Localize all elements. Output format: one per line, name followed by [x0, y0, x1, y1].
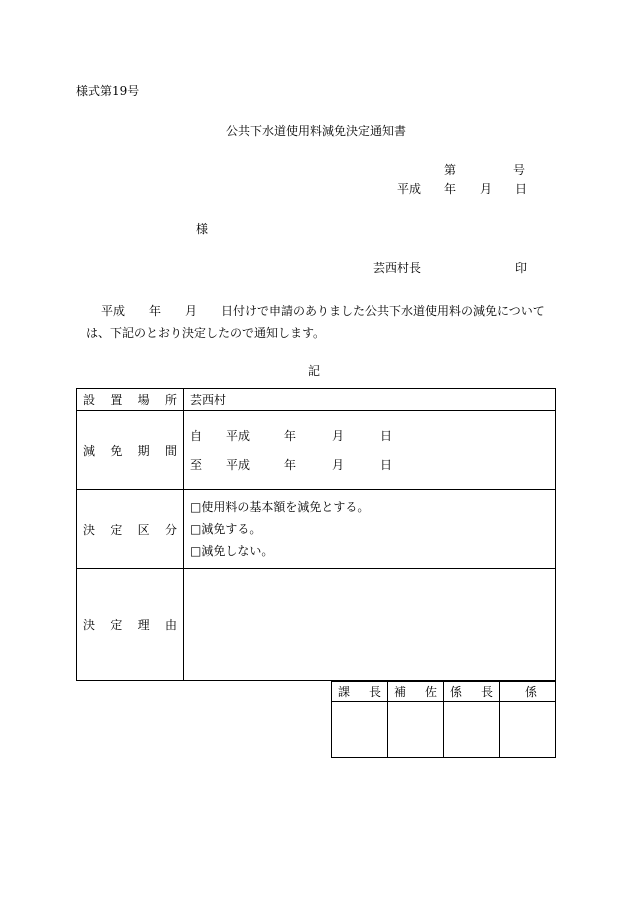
approval-table [331, 681, 556, 758]
reason-value[interactable] [184, 569, 556, 681]
period-from-year: 年 [284, 429, 297, 443]
label-char: 決 [83, 618, 96, 632]
period-to-day: 日 [380, 458, 393, 472]
period-to-era: 平成 [226, 458, 251, 472]
period-from-day: 日 [380, 429, 393, 443]
label-char: 置 [110, 393, 123, 407]
approval-char: 係 [524, 685, 537, 699]
period-label [77, 411, 184, 490]
label-char: 由 [164, 618, 177, 632]
label-char: 定 [110, 522, 123, 537]
label-char: 間 [164, 443, 177, 458]
date-day: 日 [515, 182, 528, 196]
recipient-suffix: 様 [196, 222, 209, 236]
approval-header-unit-chief [444, 682, 500, 702]
issuer-name: 芸西村長 [373, 261, 422, 275]
period-to-prefix: 至 [190, 458, 203, 472]
approval-char: 長 [368, 685, 381, 699]
period-from-month: 月 [332, 429, 345, 443]
period-from-prefix: 自 [190, 429, 203, 443]
period-from [184, 421, 555, 450]
seal-box-assistant[interactable] [388, 702, 444, 758]
doc-number-prefix: 第 [444, 163, 457, 177]
label-char: 区 [137, 522, 150, 537]
approval-header-row [332, 682, 556, 702]
decision-table [76, 388, 556, 681]
label-char: 所 [164, 393, 177, 407]
date-month: 月 [480, 182, 493, 196]
label-char: 期 [137, 443, 150, 458]
location-row [77, 389, 556, 411]
period-to-year: 年 [284, 458, 297, 472]
location-label [77, 389, 184, 411]
reason-row [77, 569, 556, 681]
decision-value [184, 490, 556, 569]
label-char: 設 [83, 393, 96, 407]
date-year: 年 [444, 182, 457, 196]
approval-char: 補 [394, 685, 407, 699]
doc-number-suffix: 号 [513, 163, 526, 177]
approval-header-section-chief [332, 682, 388, 702]
approval-header-assistant [388, 682, 444, 702]
approval-char: 佐 [424, 685, 437, 699]
issuer-seal: 印 [515, 261, 528, 275]
label-char: 決 [83, 522, 96, 537]
approval-char: 課 [338, 685, 351, 699]
form-number: 様式第19号 [76, 84, 140, 98]
period-value [184, 411, 556, 490]
decision-label [77, 490, 184, 569]
decision-option-no-exempt[interactable]: □減免しない。 [190, 544, 274, 558]
seal-box-unit-chief[interactable] [444, 702, 500, 758]
location-text: 芸西村 [190, 393, 227, 407]
location-value [184, 389, 556, 411]
approval-char: 係 [450, 685, 463, 699]
label-char: 定 [110, 618, 123, 632]
label-char: 免 [110, 443, 123, 458]
seal-box-staff[interactable] [500, 702, 556, 758]
label-char: 減 [83, 443, 96, 458]
label-char: 理 [137, 618, 150, 632]
period-row [77, 411, 556, 490]
body-line-1: 平成 年 月 日付けで申請のありました公共下水道使用料の減免について [101, 304, 545, 318]
label-char: 場 [137, 393, 150, 407]
approval-char: 長 [480, 685, 493, 699]
date-era: 平成 [397, 182, 422, 196]
approval-seal-row [332, 702, 556, 758]
decision-option-basic[interactable]: □使用料の基本額を減免とする。 [190, 500, 370, 514]
body-line-2: は、下記のとおり決定したので通知します。 [86, 326, 326, 340]
label-char: 分 [164, 522, 177, 537]
ki-heading: 記 [308, 364, 321, 378]
period-to [184, 450, 555, 479]
period-to-month: 月 [332, 458, 345, 472]
period-from-era: 平成 [226, 429, 251, 443]
reason-label [77, 569, 184, 681]
approval-header-staff [500, 682, 556, 702]
decision-row [77, 490, 556, 569]
document-title: 公共下水道使用料減免決定通知書 [226, 124, 407, 138]
seal-box-section-chief[interactable] [332, 702, 388, 758]
decision-option-exempt[interactable]: □減免する。 [190, 522, 262, 536]
